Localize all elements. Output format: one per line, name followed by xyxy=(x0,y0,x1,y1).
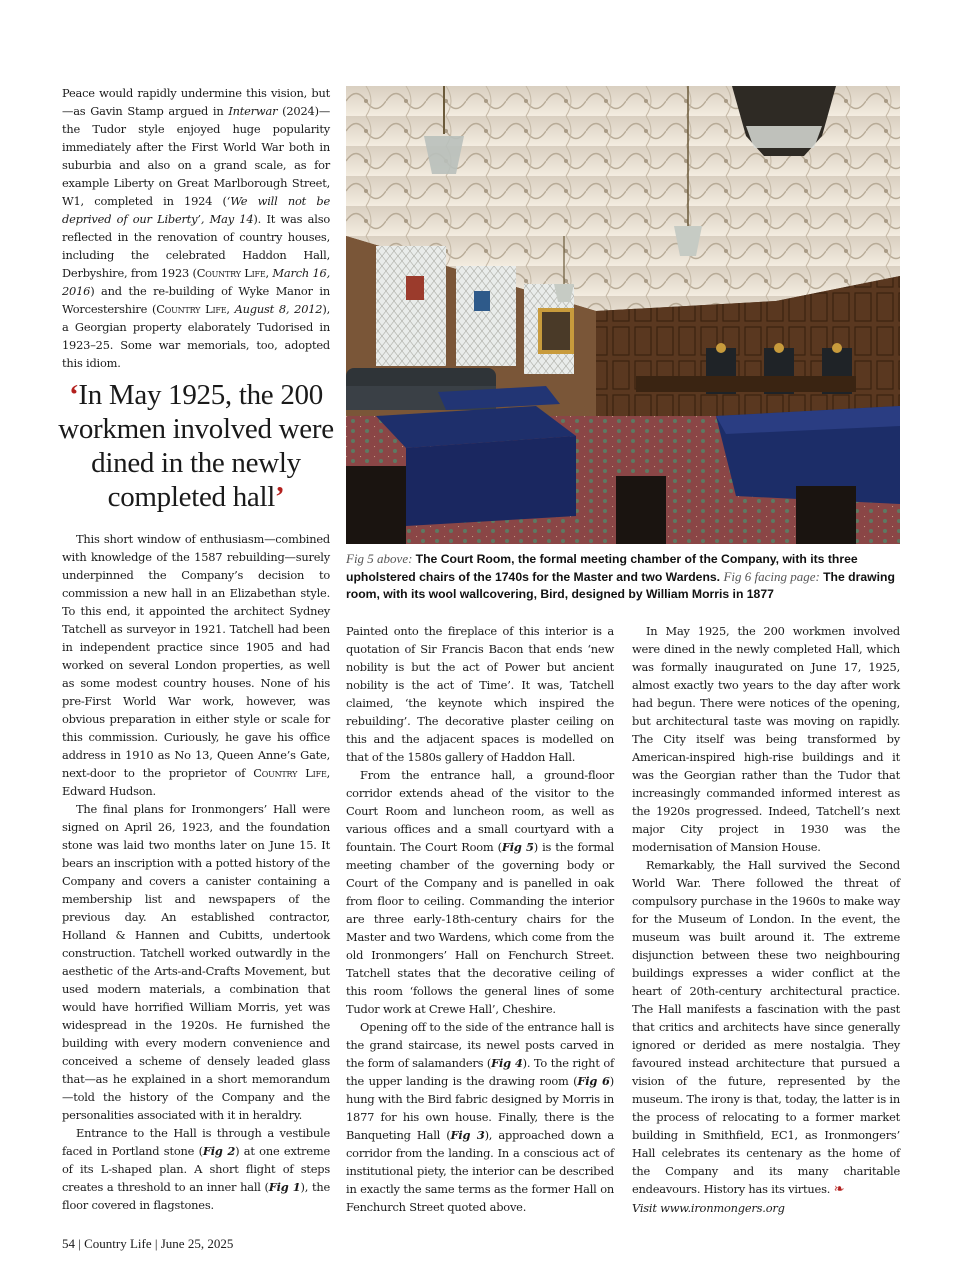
body-paragraph: In May 1925, the 200 workmen involved were dined in the newly completed Hall, which was formally inaugurated on June 17, 1925, almost exactly two years to the day after work had begun. There were notices of the opening, but architectural taste was moving on rapidly. The City itself was being transformed by American-inspired high-rise buildings and it was the Georgian rather than the Tudor that increasingly commanded informed interest as the 1920s progressed. Indeed, Tatchell’s next major City project in 1930 was the modernisation of Mansion House. xyxy=(632,624,900,854)
text-run: Opening off to the side of the entrance hall is the grand staircase, its newel posts carved in the form of salamanders ( xyxy=(346,1020,614,1070)
text-run: ). It was also reflected in the renovation of country houses, including the celebrated Haddon Hall, Derbyshire, from 1923 ( xyxy=(62,212,330,280)
text-run: ). To the right of the upper landing is the drawing room ( xyxy=(346,1056,614,1088)
caption-text: The drawing room, with its wool wallcovering, Bird, designed by William Morris in 1877 xyxy=(346,570,895,601)
page-footer xyxy=(62,1236,233,1252)
text-run: , xyxy=(226,302,235,316)
magazine-name: Country Life xyxy=(196,266,266,280)
italic-reference: March 16, 2016 xyxy=(62,266,330,298)
page-number: 54 xyxy=(62,1236,75,1251)
text-run: , Edward Hudson. xyxy=(62,766,331,798)
close-quote-mark: ’ xyxy=(274,481,285,513)
text-run: ) hung with the Bird fabric designed by Morris in 1877 for his own house. Finally, there is the Banqueting Hall ( xyxy=(346,1074,615,1142)
court-room-photo xyxy=(346,86,900,544)
pull-quote-text: In May 1925, the 200 workmen involved were dined in the newly completed hall xyxy=(58,379,334,513)
body-paragraph: The final plans for Ironmongers’ Hall were signed on April 26, 1923, and the foundation stone was laid two months later on June 15. It bears an inscription with a potted history of the Company and covers a canister containing a membership list and newspapers of the previous day. An established contractor, Holland & Hannen and Cubitts, undertook construction. Tatchell worked outwardly in the aesthetic of the Arts-and-Crafts Movement, but used modern materials, a combination that would have horrified William Morris, yet was widespread in the 1920s. He furnished the building with every modern convenience and conceived a scheme of densely leaded glass that—as he explained in a short memorandum—told the history of the Company and the personalities associated with it in heraldry. xyxy=(62,802,330,1122)
body-paragraph xyxy=(346,766,614,1018)
body-paragraph xyxy=(62,530,330,800)
body-paragraph xyxy=(632,856,900,1199)
text-run: ) is the formal meeting chamber of the governing body or Court of the Company and is panelled in oak from floor to ceiling. Commanding the interior are three early-18th-century chairs for the Master and two Wardens, which come from the old Ironmongers’ Hall on Fenchurch Street. Tatchell states that the decorative ceiling of this room ‘follows the general lines of some Tudor work at Crewe Hall’, Cheshire. xyxy=(346,840,614,1016)
body-paragraph xyxy=(62,1124,330,1214)
article-column-1-top xyxy=(62,84,330,372)
magazine-name: Country Life xyxy=(253,766,327,780)
magazine-title: Country Life xyxy=(84,1236,152,1251)
footer-separator: | xyxy=(75,1236,85,1251)
pull-quote xyxy=(54,378,338,514)
italic-reference: ‘We will not be deprived of our Liberty’, May 14 xyxy=(62,194,330,226)
footer-separator: | xyxy=(151,1236,161,1251)
text-run: ) and the re-building of Wyke Manor in Worcestershire ( xyxy=(62,284,330,316)
body-paragraph xyxy=(346,1018,614,1216)
caption-lead: Fig 6 facing page: xyxy=(723,569,824,584)
body-paragraph: Painted onto the fireplace of this interior is a quotation of Sir Francis Bacon that ends ‘new nobility is but the act of Power but ancient nobility is the act of Time’. It was, Tatchell claimed, ‘the keynote which inspired the rebuilding’. The decorative plaster ceiling on this and the adjacent spaces is modelled on that of the 1580s gallery of Haddon Hall. xyxy=(346,624,614,764)
visit-text[interactable]: Visit www.ironmongers.org xyxy=(632,1201,785,1215)
text-run: This short window of enthusiasm—combined with knowledge of the 1587 rebuilding—surely underpinned the Company’s decision to commission a new hall in an Elizabethan style. To this end, it appointed the architect Sydney Tatchell as surveyor in 1921. Tatchell had been in independent practice since 1905 and had worked on several London properties, as well as some modest country houses. None of his pre-First World War work, however, was obvious preparation in either style or scale for this commission. Curiously, he gave his office address in 1910 as No 13, Queen Anne’s Gate, next-door to the proprietor of xyxy=(62,532,330,780)
text-run: ), a Georgian property elaborately Tudorised in 1923–25. Some war memorials, too, adopted this idiom. xyxy=(62,302,331,370)
text-run: Remarkably, the Hall survived the Second World War. There followed the threat of compulsory purchase in the 1960s to make way for the Museum of London. In the event, the museum was built around it. The extreme disjunction between these two neighbouring buildings expresses a wider conflict at the heart of 20th-century architectural practice. The Hall manifests a fascination with the past that critics and architects have since generally ignored or derided as mere nostalgia. They favoured instead architecture that pursued a vision of the future, represented by the museum. The irony is that, today, the latter is in the process of relocating to a former market building in Smithfield, EC1, as Ironmongers’ Hall celebrates its centenary as the home of the Company and its many charitable endeavours. History has its virtues. xyxy=(632,858,900,1196)
issue-date: June 25, 2025 xyxy=(160,1236,234,1251)
body-paragraph xyxy=(62,84,330,372)
italic-reference: August 8, 2012 xyxy=(234,302,323,316)
figure-reference: Fig 4 xyxy=(491,1056,523,1070)
article-column-2 xyxy=(346,622,614,1216)
text-run: ), the floor covered in flagstones. xyxy=(62,1180,330,1212)
magazine-name: Country Life xyxy=(156,302,227,316)
figure-reference: Fig 5 xyxy=(501,840,534,854)
text-run: ) at one extreme of its L-shaped plan. A short flight of steps creates a threshold to an inner hall ( xyxy=(62,1144,330,1194)
figure-reference: Fig 6 xyxy=(577,1074,610,1088)
figure-reference: Fig 1 xyxy=(268,1180,301,1194)
caption-lead: Fig 5 above: xyxy=(346,551,416,566)
text-run: Peace would rapidly undermine this vision, but—as Gavin Stamp argued in xyxy=(62,86,330,118)
italic-reference: Interwar xyxy=(228,104,278,118)
article-column-3 xyxy=(632,622,900,1217)
salamander-end-icon: ❧ xyxy=(833,1182,845,1197)
figure-reference: Fig 3 xyxy=(450,1128,485,1142)
visit-link[interactable] xyxy=(632,1199,900,1217)
text-run: ), approached down a corridor from the landing. In a conscious act of institutional piety, the interior can be described in exactly the same terms as the former Hall on Fenchurch Street quoted above. xyxy=(346,1128,614,1214)
figure-reference: Fig 2 xyxy=(202,1144,236,1158)
figure-caption xyxy=(346,550,902,603)
caption-text: The Court Room, the formal meeting chamber of the Company, with its three upholstered chairs of the 1740s for the Master and two Wardens. xyxy=(346,552,858,584)
text-run: (2024)—the Tudor style enjoyed huge popularity immediately after the First World War both in suburbia and also on a grand scale, as for example Liberty on Great Marlborough Street, W1, completed in 1924 ( xyxy=(62,104,331,208)
open-quote-mark: ‘ xyxy=(69,379,79,411)
text-run: Entrance to the Hall is through a vestibule faced in Portland stone ( xyxy=(62,1126,330,1158)
article-column-1-bottom xyxy=(62,530,330,1214)
text-run: From the entrance hall, a ground-floor corridor extends ahead of the visitor to the Court Room and luncheon room, as well as various offices and a small courtyard with a fountain. The Court Room ( xyxy=(346,768,614,854)
text-run: , xyxy=(265,266,273,280)
